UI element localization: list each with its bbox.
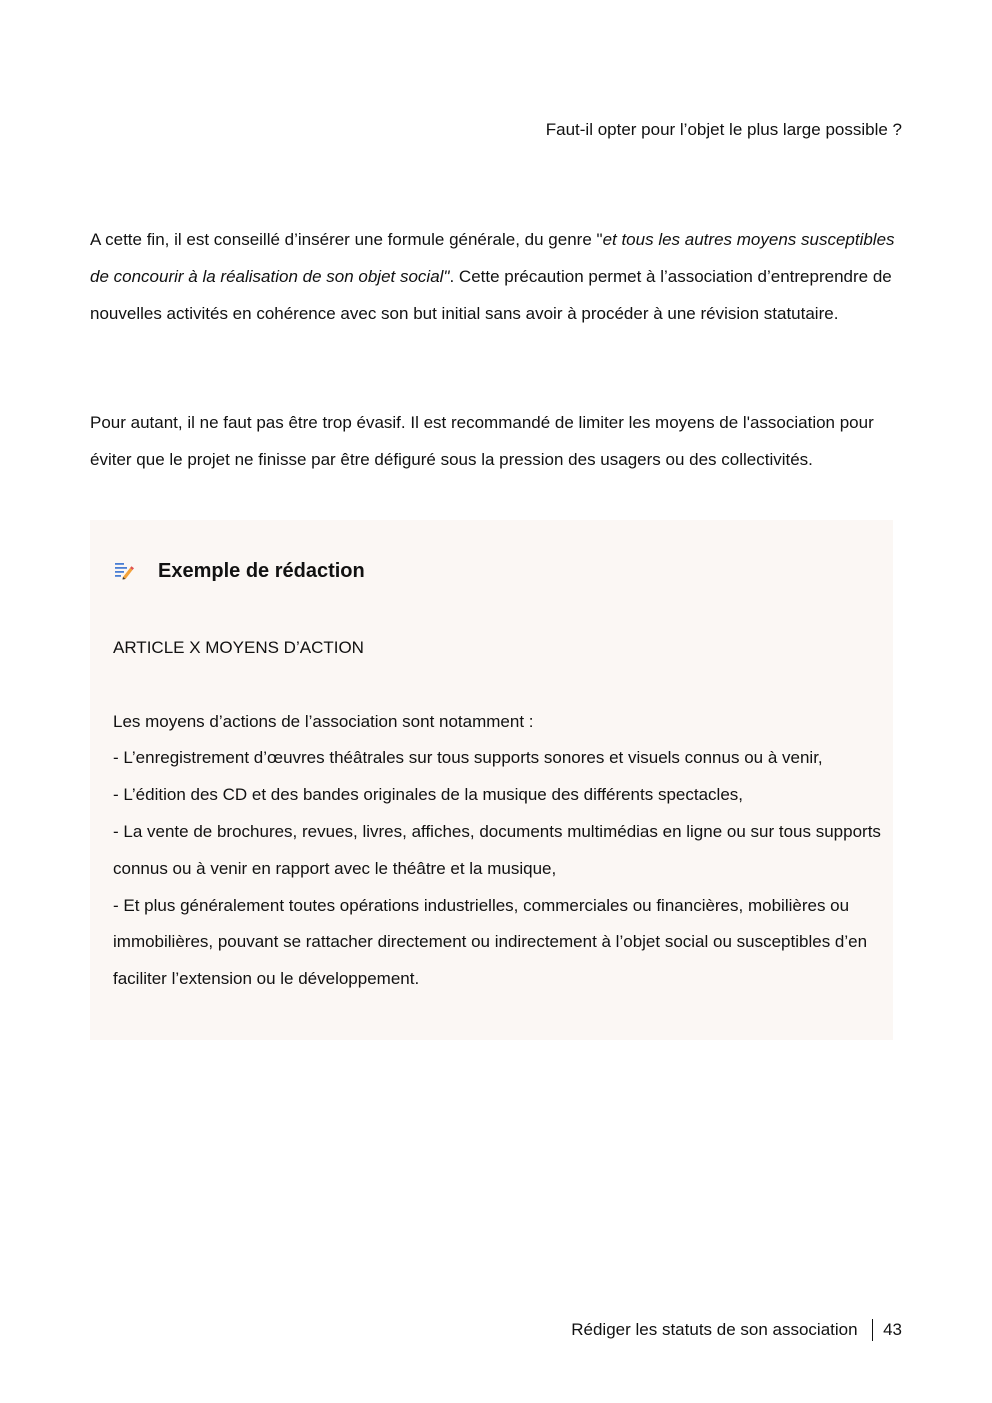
page-number: 43 <box>883 1320 902 1339</box>
memo-pencil-icon <box>113 560 135 582</box>
quoted-formula: et tous les autres moyens susceptibles de concourir à la réalisation de son objet social" <box>90 230 895 286</box>
example-body <box>113 630 888 998</box>
example-title-row <box>113 556 365 586</box>
example-title: Exemple de rédaction <box>158 560 365 582</box>
paragraph-text: A cette fin, il est conseillé d’insérer une formule générale, du genre " <box>90 230 603 249</box>
running-header: Faut-il opter pour l’objet le plus large possible ? <box>545 120 902 139</box>
paragraph-limiter-moyens: Pour autant, il ne faut pas être trop évasif. Il est recommandé de limiter les moyens de l'association pour éviter que le projet ne finisse par être défiguré sous la pression des usagers ou des collectivités. <box>90 413 874 469</box>
paragraph-formule-generale <box>90 222 905 332</box>
footer-separator <box>872 1319 874 1341</box>
list-item: - L’édition des CD et des bandes originales de la musique des différents spectacles, <box>113 785 744 805</box>
list-item: - La vente de brochures, revues, livres, affiches, documents multimédias en ligne ou sur tous supports connus ou à venir en rapport avec le théâtre et la musique, <box>113 821 881 878</box>
footer-document-title: Rédiger les statuts de son association <box>571 1320 858 1339</box>
page-footer <box>571 1318 902 1342</box>
example-intro: Les moyens d’actions de l’association sont notamment : <box>113 711 534 731</box>
list-item: - L’enregistrement d’œuvres théâtrales sur tous supports sonores et visuels connus ou à venir, <box>113 748 823 768</box>
list-item: - Et plus généralement toutes opérations industrielles, commerciales ou financières, mobilières ou immobilières, pouvant se rattacher directement ou indirectement à l’objet social ou susceptibles d’en faciliter l’extension ou le développement. <box>113 895 868 989</box>
example-box <box>90 520 893 1040</box>
article-heading: ARTICLE X MOYENS D’ACTION <box>113 638 364 657</box>
paragraph-text: . Cette précaution permet à l’association d’entreprendre de nouvelles activités en cohérence avec son but initial sans avoir à procéder à une révision statutaire. <box>90 266 892 323</box>
